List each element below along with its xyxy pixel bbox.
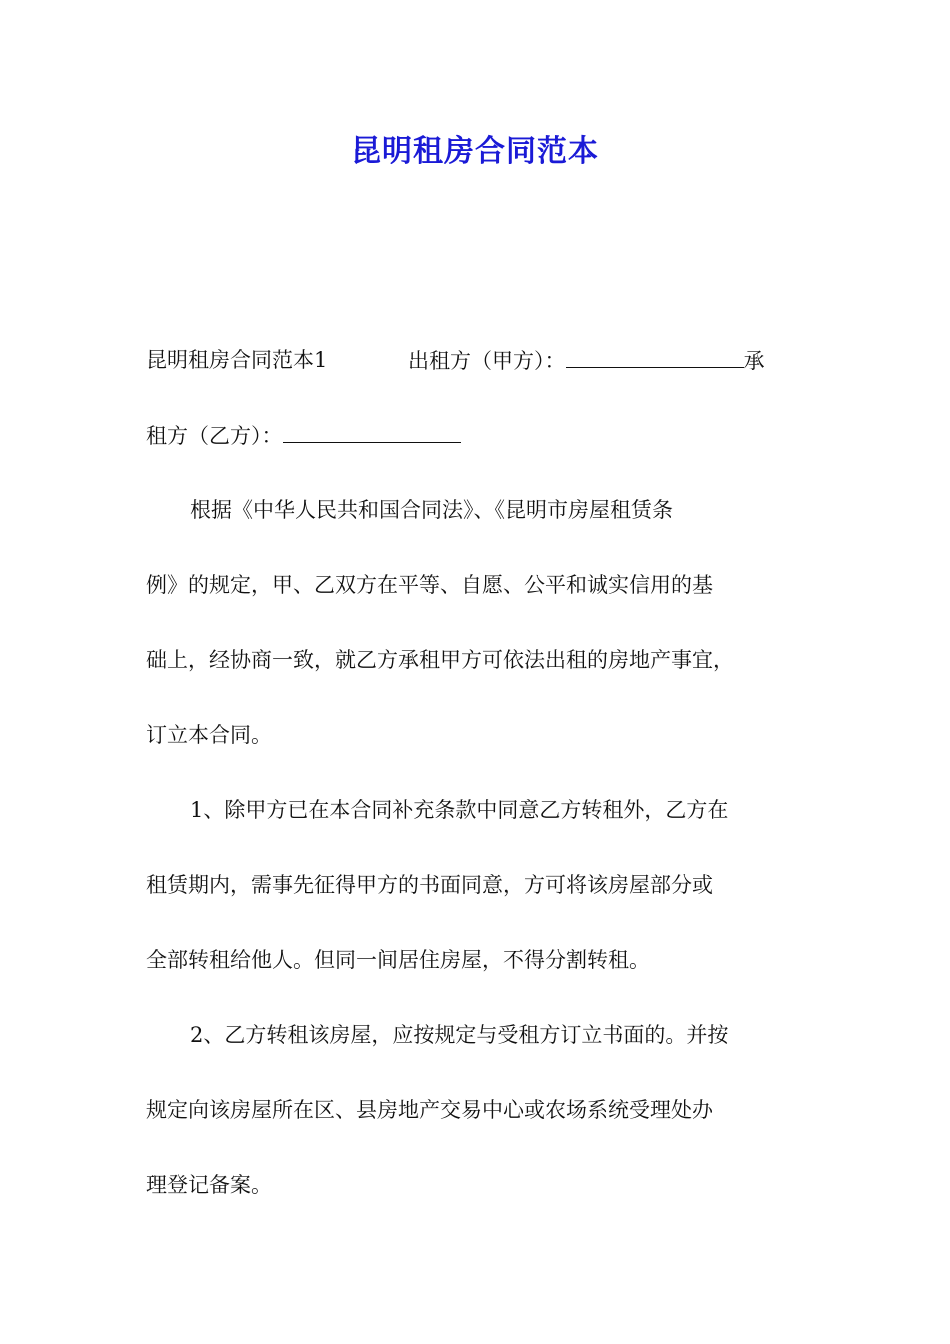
header-line-1 <box>146 345 327 375</box>
clause-line: 1、除甲方已在本合同补充条款中同意乙方转租外，乙方在 <box>190 798 729 822</box>
clause-line: 2、乙方转租该房屋，应按规定与受租方订立书面的。并按 <box>190 1023 729 1047</box>
clause-line: 全部转租给他人。但同一间居住房屋，不得分割转租。 <box>146 948 650 972</box>
lessor-label: 出租方（甲方）： <box>408 349 566 373</box>
lessor-field <box>408 345 765 376</box>
paragraph-line: 订立本合同。 <box>146 723 272 747</box>
paragraph-line: 础上，经协商一致，就乙方承租甲方可依法出租的房地产事宜， <box>146 648 734 672</box>
lessee-label: 租方（乙方）： <box>146 424 283 448</box>
clause-line: 规定向该房屋所在区、县房地产交易中心或农场系统受理处办 <box>146 1098 713 1122</box>
clause-line: 理登记备案。 <box>146 1173 272 1197</box>
lessee-blank <box>283 420 461 443</box>
paragraph-line: 例》的规定，甲、乙双方在平等、自愿、公平和诚实信用的基 <box>146 573 713 597</box>
sample-label: 昆明租房合同范本1 <box>146 348 328 372</box>
lessee-label-start: 承 <box>743 349 765 373</box>
document-title: 昆明租房合同范本 <box>351 134 599 169</box>
header-line-2 <box>146 420 461 451</box>
paragraph-line: 根据《中华人民共和国合同法》、《昆明市房屋租赁条 <box>190 498 673 522</box>
clause-line: 租赁期内，需事先征得甲方的书面同意，方可将该房屋部分或 <box>146 873 713 897</box>
lessor-blank <box>566 345 744 368</box>
